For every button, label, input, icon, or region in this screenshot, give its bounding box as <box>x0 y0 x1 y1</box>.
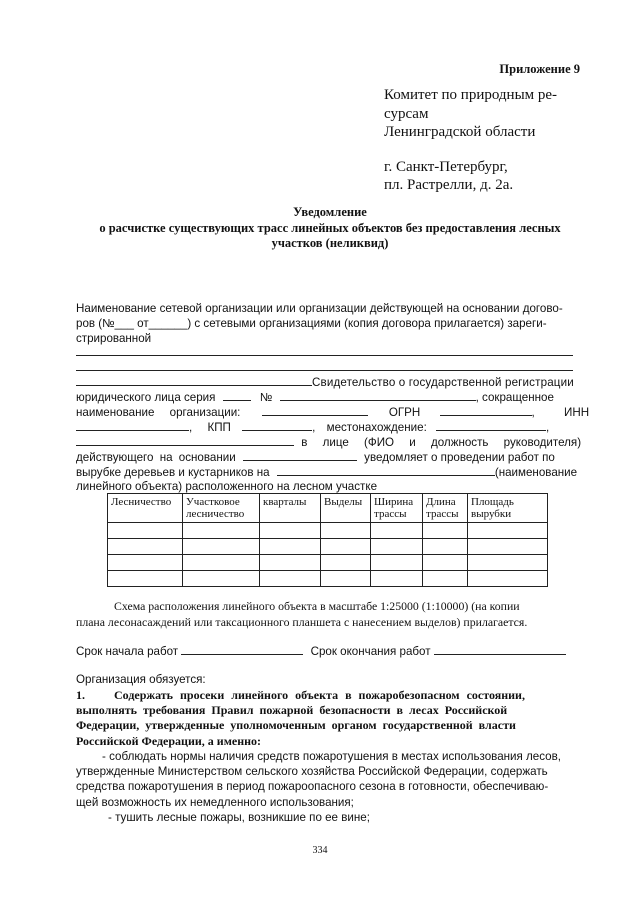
blank-line[interactable] <box>76 370 573 371</box>
item-line: Федерации, утвержденные уполномоченным органом государственной власти <box>76 718 516 733</box>
item-number: 1. <box>76 688 85 702</box>
table-cell[interactable] <box>371 555 423 571</box>
table-cell[interactable] <box>183 539 260 555</box>
table-cell[interactable] <box>260 539 321 555</box>
inn-label: ИНН <box>563 406 590 419</box>
basis-label: действующего на основании <box>76 451 236 464</box>
table-cell[interactable] <box>260 571 321 587</box>
linear-object-row <box>76 479 578 494</box>
table-cell[interactable] <box>260 523 321 539</box>
table-cell[interactable] <box>321 571 371 587</box>
comma: , <box>531 406 535 419</box>
series-row <box>76 389 578 405</box>
cert-label: Свидетельство о государственной регистрации <box>312 376 574 389</box>
addressee-city: г. Санкт-Петербург, <box>384 158 508 175</box>
bullet-line: утвержденные Министерством сельского хозяйства Российской Федерации, содержать <box>76 765 548 779</box>
ogrn-field[interactable] <box>440 404 532 416</box>
bullet-line: щей возможность их немедленного использования; <box>76 795 354 809</box>
table-header-cell: кварталы <box>260 494 321 523</box>
org-name-row <box>76 404 590 420</box>
start-date-label: Срок начала работ <box>76 645 179 658</box>
addressee-line: Комитет по природным ре- <box>384 87 558 103</box>
dates-row <box>76 643 578 659</box>
location-label: местонахождение: <box>326 421 427 434</box>
org-line: ров (№___ от______) с сетевыми организациями (копия договора прилагается) зареги- <box>76 317 547 331</box>
registration-row <box>76 374 578 390</box>
document-title <box>60 205 600 252</box>
table-row[interactable] <box>108 523 548 539</box>
table-header-cell: Площадь вырубки <box>468 494 548 523</box>
bullet-1 <box>76 749 578 810</box>
table-cell[interactable] <box>108 571 183 587</box>
location-field-cont[interactable] <box>76 434 294 446</box>
item-line: Содержать просеки линейного объекта в пожаробезопасном состоянии, <box>114 688 525 702</box>
table-cell[interactable] <box>468 555 548 571</box>
item-line: Российской Федерации, а именно: <box>76 733 262 748</box>
table-header-cell: Выделы <box>321 494 371 523</box>
table-header-row <box>108 494 548 523</box>
addressee-line: Ленинградской области <box>384 124 536 140</box>
table-cell[interactable] <box>468 539 548 555</box>
table-cell[interactable] <box>108 523 183 539</box>
org-name-field[interactable] <box>262 404 368 416</box>
table-cell[interactable] <box>183 571 260 587</box>
ogrn-label: ОГРН <box>388 406 421 419</box>
title-line: участков (неликвид) <box>271 236 389 250</box>
bullet-2: - тушить лесные пожары, возникшие по ее вине; <box>108 811 370 824</box>
bullet-line: - соблюдать нормы наличия средств пожаротушения в местах использования лесов, <box>102 750 561 763</box>
table-cell[interactable] <box>108 539 183 555</box>
org-line: Наименование сетевой организации или организации действующей на основании догово- <box>76 302 563 315</box>
table-cell[interactable] <box>371 539 423 555</box>
notifies-label: уведомляет о проведении работ по <box>364 451 555 464</box>
title-line: о расчистке существующих трасс линейных объектов без предоставления лесных <box>99 220 561 235</box>
item-line: выполнять требования Правил пожарной безопасности в лесах Российской <box>76 703 508 718</box>
location-field[interactable] <box>436 419 546 431</box>
series-field[interactable] <box>223 389 251 401</box>
comma: , <box>312 421 316 434</box>
scheme-line: Схема расположения линейного объекта в масштабе 1:25000 (1:10000) (на копии <box>114 599 520 613</box>
org-name-label: наименование организации: <box>76 406 241 419</box>
number-label: № <box>259 391 273 404</box>
org-line: стрированной <box>76 332 152 346</box>
kpp-row <box>76 419 578 435</box>
scheme-paragraph <box>76 598 578 630</box>
person-label: в лице (ФИО и должность руководителя) <box>301 436 582 449</box>
table-row[interactable] <box>108 539 548 555</box>
table-cell[interactable] <box>260 555 321 571</box>
bullet-line: средства пожаротушения в период пожароопасного сезона в готовности, обеспечиваю- <box>76 780 549 794</box>
person-row <box>76 434 582 450</box>
basis-row <box>76 449 578 465</box>
table-cell[interactable] <box>108 555 183 571</box>
start-date-field[interactable] <box>181 643 303 655</box>
table-cell[interactable] <box>468 571 548 587</box>
table-cell[interactable] <box>183 555 260 571</box>
table-header-cell: Ширина трассы <box>371 494 423 523</box>
table-row[interactable] <box>108 555 548 571</box>
table-row[interactable] <box>108 571 548 587</box>
number-field[interactable] <box>280 389 476 401</box>
naming-label: (наименование <box>494 466 578 479</box>
plot-table <box>107 493 548 587</box>
end-date-label: Срок окончания работ <box>310 645 431 658</box>
kpp-field[interactable] <box>242 419 312 431</box>
table-cell[interactable] <box>321 555 371 571</box>
table-cell[interactable] <box>423 571 468 587</box>
table-cell[interactable] <box>423 555 468 571</box>
appendix-label: Приложение 9 <box>499 62 580 76</box>
blank-line[interactable] <box>76 355 573 356</box>
addressee-line: сурсам <box>384 105 429 122</box>
table-header-cell: Лесничество <box>108 494 183 523</box>
table-cell[interactable] <box>183 523 260 539</box>
comma: , <box>189 421 193 434</box>
felling-row <box>76 464 578 480</box>
object-field[interactable] <box>277 464 495 476</box>
table-cell[interactable] <box>423 539 468 555</box>
table-header-cell: Длина трассы <box>423 494 468 523</box>
kpp-label: КПП <box>207 421 231 434</box>
scheme-line: плана лесонасаждений или таксационного планшета с нанесением выделов) прилагается. <box>76 615 528 629</box>
linear-object-label: линейного объекта) расположенного на лесном участке <box>76 480 378 493</box>
addressee-street: пл. Растрелли, д. 2а. <box>384 177 514 193</box>
obligation-item-1 <box>76 688 578 749</box>
basis-field[interactable] <box>243 449 357 461</box>
table-cell[interactable] <box>371 523 423 539</box>
table-cell[interactable] <box>321 539 371 555</box>
table-cell[interactable] <box>423 523 468 539</box>
end-date-field[interactable] <box>434 643 566 655</box>
table-cell[interactable] <box>468 523 548 539</box>
org-paragraph <box>76 301 578 347</box>
table-header-cell: Участковое лесничество <box>183 494 260 523</box>
table-cell[interactable] <box>371 571 423 587</box>
page-number: 334 <box>312 845 328 856</box>
inn-field[interactable] <box>76 419 189 431</box>
felling-label: вырубке деревьев и кустарников на <box>76 466 270 479</box>
addressee-block <box>384 86 557 195</box>
table-cell[interactable] <box>321 523 371 539</box>
obligations-intro: Организация обязуется: <box>76 673 206 686</box>
blank-field[interactable] <box>76 374 312 386</box>
short-name-label: , сокращенное <box>475 391 554 404</box>
series-label: юридического лица серия <box>76 391 216 404</box>
title-heading: Уведомление <box>293 205 367 219</box>
comma: , <box>546 421 550 434</box>
